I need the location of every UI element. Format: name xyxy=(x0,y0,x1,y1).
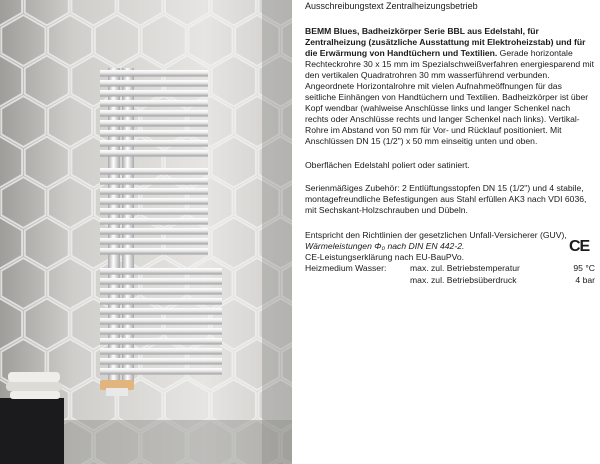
radiator-bar xyxy=(100,120,208,126)
radiator-bar xyxy=(100,288,222,294)
towel-radiator-photo xyxy=(0,0,292,464)
medium-desc: max. zul. Betriebstemperatur xyxy=(410,263,520,273)
radiator-bar xyxy=(100,150,208,156)
towel xyxy=(6,382,62,391)
medium-label: Heizmedium Wasser: xyxy=(305,263,387,273)
description-bold: BEMM Blues, Badheizkörper Serie BBL aus Edelstahl, für Zentralheizung (zusätzliche Ausstattung mit Elektroheizstab) und für die Erwärmung von Handtüchern und Textilien. xyxy=(305,26,586,58)
radiator-bar xyxy=(100,248,208,254)
medium-row xyxy=(305,263,597,274)
spec-heading: Ausschreibungstext Zentralheizungsbetrieb xyxy=(305,1,478,11)
radiator-bar xyxy=(100,178,208,184)
radiator-bar xyxy=(100,218,208,224)
radiator-bar xyxy=(100,110,208,116)
radiator-bar xyxy=(100,328,222,334)
spec-text xyxy=(305,0,597,464)
guv-line-3: CE-Leistungserklärung nach EU-BauPVo. xyxy=(305,252,465,262)
wall-edge xyxy=(262,0,292,464)
radiator-bar xyxy=(100,338,222,344)
radiator-bar xyxy=(100,188,208,194)
radiator-bar xyxy=(100,368,222,374)
radiator-bar xyxy=(100,298,222,304)
radiator-bar xyxy=(100,130,208,136)
radiator-bar xyxy=(100,208,208,214)
radiator-bar xyxy=(100,80,208,86)
towel xyxy=(10,391,60,399)
radiator-bar xyxy=(100,90,208,96)
description-rest: Gerade horizontale Rechteckrohre 30 x 15 mm im Spezialschweißverfahren energiesparend mit den vertikalen Quadratrohren 30 mm wasserführend verbunden. Angeordnete Horizontalrohre mit vielen Aufnahmeöffnungen für das seitliche Einhängen von Handtüchern und Textilien. Badheizkörper ist über Kopf wendbar (wahlweise Anschlüsse links und langer Schenkel nach rechts oder Anschlüsse rechts und langer Schenkel nach links). Vertikal-Rohre im Abstand von 50 mm für Vor- und Rücklauf positioniert. Mit Anschlüssen DN 15 (1/2") x 50 mm einseitig unten und oben. xyxy=(305,48,594,146)
medium-value: 95 °C xyxy=(573,263,595,273)
ce-mark: CE xyxy=(569,238,590,255)
radiator-bar xyxy=(100,168,208,174)
radiator-bar xyxy=(100,358,222,364)
radiator-bar xyxy=(100,278,222,284)
radiator-bar xyxy=(100,238,208,244)
medium-desc: max. zul. Betriebsüberdruck xyxy=(410,275,517,285)
radiator-bar xyxy=(100,318,222,324)
guv-line-2: Wärmeleistungen Φ₀ nach DIN EN 442-2. xyxy=(305,241,465,251)
radiator-bar xyxy=(100,100,208,106)
radiator-bar xyxy=(100,198,208,204)
radiator-bar xyxy=(100,308,222,314)
product-description xyxy=(305,26,595,147)
radiator-bar xyxy=(100,268,222,274)
radiator-bar xyxy=(100,140,208,146)
towel-stand xyxy=(0,398,64,464)
guv-line-1: Entspricht den Richtlinien der gesetzlichen Unfall-Versicherer (GUV), xyxy=(305,230,567,240)
valve-pipe xyxy=(106,388,128,396)
product-photo xyxy=(0,0,292,464)
radiator-bar xyxy=(100,70,208,76)
radiator-bar xyxy=(100,348,222,354)
guv-block xyxy=(305,230,595,263)
accessories-note: Serienmäßiges Zubehör: 2 Entlüftungsstopfen DN 15 (1/2") und 4 stabile, montagefreundliche Befestigungen aus Stahl erfüllen AK3 nach VDI 6036, mit Sechskant-Holzschrauben und Dübeln. xyxy=(305,183,587,215)
medium-row xyxy=(305,275,597,286)
surface-note: Oberflächen Edelstahl poliert oder satiniert. xyxy=(305,160,470,170)
radiator-bar xyxy=(100,228,208,234)
towel xyxy=(8,372,60,382)
medium-value: 4 bar xyxy=(575,275,595,285)
